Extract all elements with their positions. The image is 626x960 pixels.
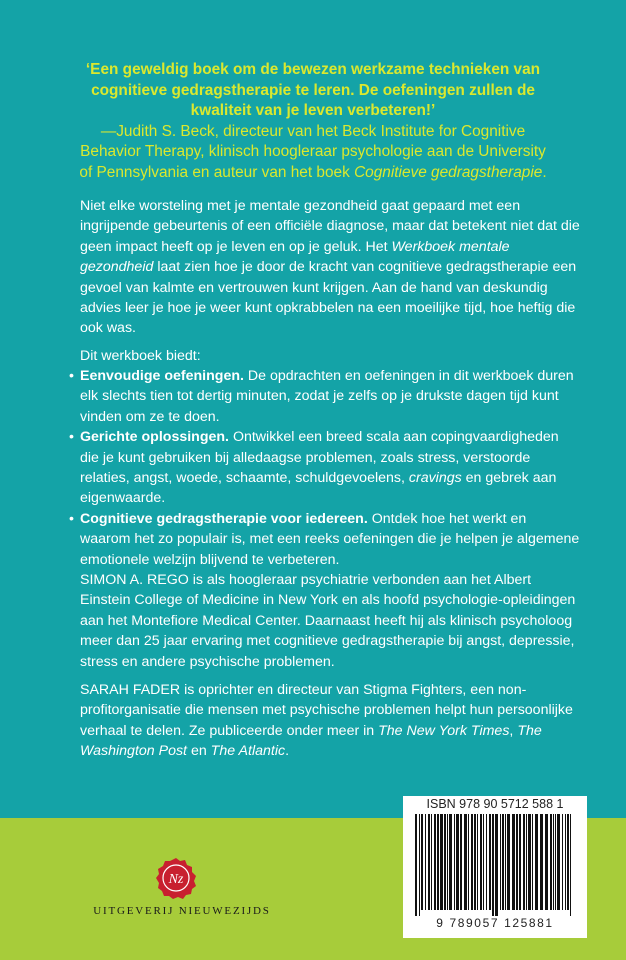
workbook-title: Werkboek mentale gezondheid <box>80 238 510 276</box>
book-title: Cognitieve gedragstherapie <box>354 163 543 181</box>
intro-paragraph: Niet elke worsteling met je mentale gezondheid gaat gepaard met een ingrijpende gebeurtenis of een officiële diagnose, maar dat betekent niet dat die geen impact heeft op je leven en op je geluk. Het Werkboek mentale gezondheid laat zien hoe je door de kracht van cognitieve gedragstherapie een gevoel van kalmte en vertrouwen kunt krijgen. Aan de hand van deskundig advies leer je hoe je weer kunt opkrabbelen na een moeilijke tijd, hoe heftig die ook was. <box>80 198 580 337</box>
bullet: • <box>69 510 74 527</box>
isbn-number: ISBN 978 90 5712 588 1 <box>426 797 564 811</box>
svg-text:Nz: Nz <box>168 872 184 887</box>
quote-line: kwaliteit van je leven verbeteren!’ <box>190 102 436 119</box>
quote-attribution-line: Behavior Therapy, klinisch hoogleraar psychologie aan de University <box>80 143 546 160</box>
item-heading: Gerichte oplossingen. <box>80 429 229 446</box>
barcode-box <box>403 796 587 938</box>
offers-intro: Dit werkboek biedt: <box>80 348 201 364</box>
quote-attribution-line: of Pennsylvania en auteur van het boek Cognitieve gedragstherapie. <box>79 163 547 181</box>
list-item: • Eenvoudige oefeningen. De opdrachten en oefeningen in dit werkboek duren elk slechts tien tot dertig minuten, zodat je zelfs op je drukste dagen tijd kunt vinden om ze te doen. <box>69 368 574 425</box>
publisher-name: UITGEVERIJ NIEUWEZIJDS <box>93 905 271 917</box>
bullet: • <box>69 429 74 446</box>
list-item: • Cognitieve gedragstherapie voor iedereen. Ontdek hoe het werkt en waarom het zo populair is, met een reeks oefeningen die je helpen je algemene emotionele welzijn blijvend te verbeteren. <box>69 510 580 568</box>
offers-list <box>69 366 580 570</box>
quote-attribution-line: —Judith S. Beck, directeur van het Beck Institute for Cognitive <box>100 122 526 140</box>
ean-digits: 9 789057 125881 <box>436 916 554 930</box>
quote-line: cognitieve gedragstherapie te leren. De oefeningen zullen de <box>91 81 535 99</box>
barcode-icon <box>413 814 577 916</box>
author-bio-rego: SIMON A. REGO is als hoogleraar psychiatrie verbonden aan het Albert Einstein College of Medicine in New York en als hoofd psychologie-opleidingen aan het Montefiore Medical Center. Daarnaast heeft hij als klinisch psycholoog meer dan 25 jaar ervaring met cognitieve gedragstherapie bij angst, depressie, stress en andere psychische problemen. <box>80 572 576 670</box>
endorsement-quote <box>40 60 586 183</box>
quote-line: ‘Een geweldig boek om de bewezen werkzame technieken van <box>85 61 541 78</box>
author-bio-fader: SARAH FADER is oprichter en directeur van Stigma Fighters, een non-profitorganisatie die mensen met psychische problemen helpt hun persoonlijke verhaal te delen. Ze publiceerde onder meer in The New York Times, The Washington Post en The Atlantic. <box>80 682 573 760</box>
item-heading: Eenvoudige oefeningen. <box>80 368 244 384</box>
list-item: • Gerichte oplossingen. Ontwikkel een breed scala aan copingvaardigheden die je kunt gebruiken bij alledaagse problemen, zoals stress, verstoorde relaties, angst, woede, schaamte, schuldgevoelens, cravings en gebrek aan eigenwaarde. <box>69 429 559 507</box>
bullet: • <box>69 368 74 384</box>
publisher-logo-icon <box>155 857 197 899</box>
item-heading: Cognitieve gedragstherapie voor iedereen. <box>80 510 368 527</box>
